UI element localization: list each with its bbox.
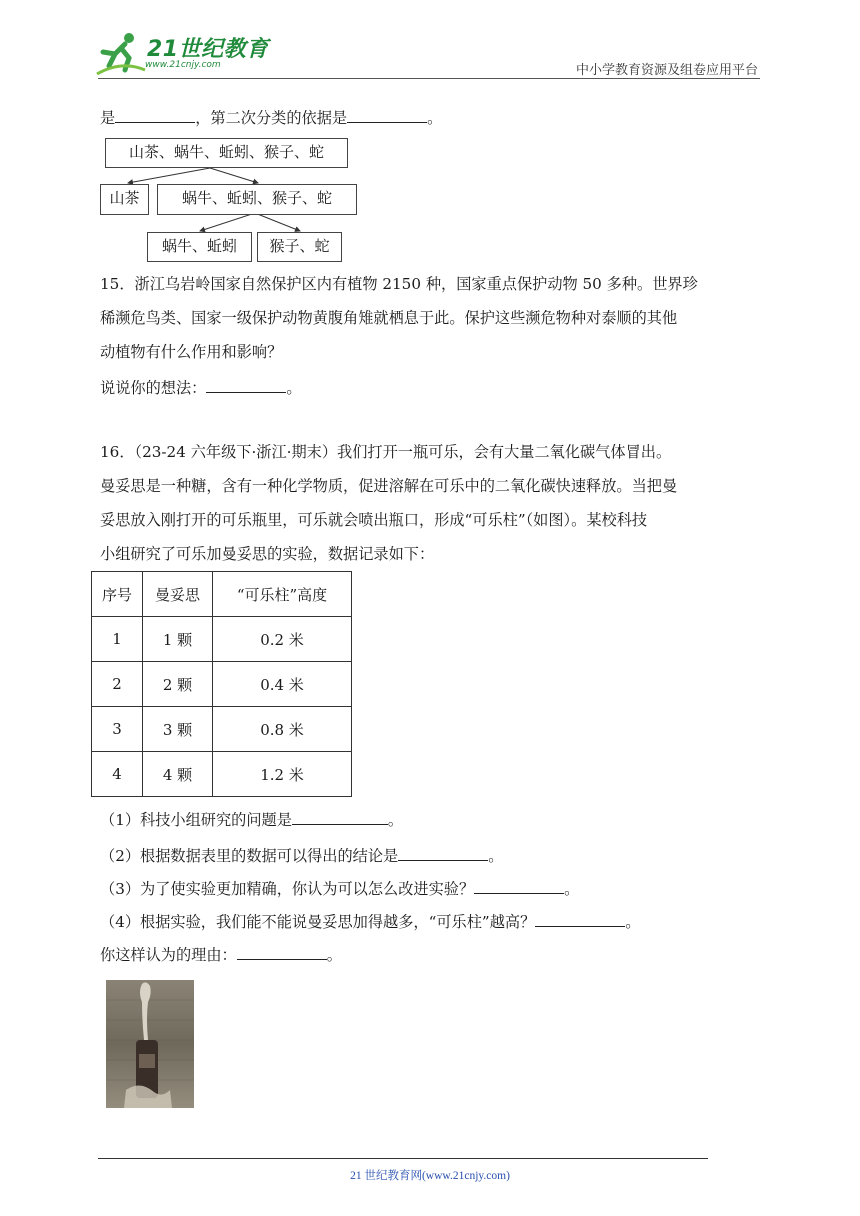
- table-cell: 0.2 米: [213, 617, 352, 662]
- tree-root-box: 山茶、蜗牛、蚯蚓、猴子、蛇: [105, 138, 348, 168]
- table-cell: 3 颗: [143, 707, 213, 752]
- table-cell: 0.8 米: [213, 707, 352, 752]
- q16-sub-3-text: （3）为了使实验更加精确，你认为可以怎么改进实验？: [100, 880, 475, 898]
- q14-text-b: ，第二次分类的依据是: [195, 109, 348, 127]
- table-cell: 4: [92, 752, 143, 797]
- table-row: [92, 752, 352, 797]
- tree-left-box: 山茶: [100, 184, 149, 215]
- q16-line-3: 妥思放入刚打开的可乐瓶里，可乐就会喷出瓶口，形成“可乐柱”（如图）。某校科技: [100, 511, 648, 529]
- q16-sub-4-end: 。: [625, 913, 641, 931]
- q15-prompt: 说说你的想法：: [100, 379, 207, 397]
- tree-right-right-box: 猴子、蛇: [257, 232, 342, 262]
- logo-text: 21世纪教育: [147, 37, 269, 62]
- q14-text-c: 。: [427, 109, 443, 127]
- q16-sub-4: [100, 912, 640, 931]
- answer-blank[interactable]: [535, 912, 625, 927]
- q16-sub-2-text: （2）根据数据表里的数据可以得出的结论是: [100, 847, 399, 865]
- logo-url: www.21cnjy.com: [145, 60, 221, 70]
- q16-sub-2: [100, 846, 503, 865]
- table-row: [92, 662, 352, 707]
- answer-blank[interactable]: [398, 846, 488, 861]
- tree-right-left-box: 蜗牛、蚯蚓: [147, 232, 252, 262]
- q16-line-4: 小组研究了可乐加曼妥思的实验，数据记录如下：: [100, 545, 435, 563]
- table-cell: 4 颗: [143, 752, 213, 797]
- q16-sub-4-text: （4）根据实验，我们能不能说曼妥思加得越多，“可乐柱”越高？: [100, 913, 536, 931]
- cola-fountain-photo: [106, 980, 194, 1108]
- answer-blank[interactable]: [206, 378, 286, 393]
- q16-line-1: 16．（23-24 六年级下·浙江·期末）我们打开一瓶可乐，会有大量二氧化碳气体冒出。: [100, 443, 672, 461]
- q16-sub-1-text: （1）科技小组研究的问题是: [100, 811, 292, 829]
- answer-blank[interactable]: [237, 945, 327, 960]
- q15-end: 。: [286, 379, 302, 397]
- q16-sub-3: [100, 879, 579, 898]
- q16-line-2: 曼妥思是一种糖，含有一种化学物质，促进溶解在可乐中的二氧化碳快速释放。当把曼: [100, 477, 678, 495]
- footer-divider: [98, 1158, 708, 1159]
- table-row: [92, 617, 352, 662]
- q16-sub-1: [100, 810, 403, 829]
- table-cell: 0.4 米: [213, 662, 352, 707]
- q16-sub-3-end: 。: [564, 880, 580, 898]
- q16-sub-1-end: 。: [387, 811, 404, 829]
- table-cell: 1.2 米: [213, 752, 352, 797]
- classification-arrows: [0, 0, 860, 270]
- table-cell: 2 颗: [143, 662, 213, 707]
- table-header-cell: “可乐柱”高度: [213, 572, 352, 617]
- experiment-table: [91, 571, 352, 797]
- q15-line-2: 稀濒危鸟类、国家一级保护动物黄腹角雉就栖息于此。保护这些濒危物种对泰顺的其他: [100, 309, 678, 327]
- q16-reason-text: 你这样认为的理由：: [100, 946, 237, 964]
- answer-blank[interactable]: [292, 810, 388, 825]
- table-cell: 2: [92, 662, 143, 707]
- q16-sub-2-end: 。: [488, 847, 504, 865]
- q16-reason-line: [100, 945, 342, 964]
- q15-line-1: 15．浙江乌岩岭国家自然保护区内有植物 2150 种，国家重点保护动物 50 多种。世界珍: [100, 275, 698, 293]
- q14-text-a: 是: [100, 109, 116, 127]
- tree-right-box: 蜗牛、蚯蚓、猴子、蛇: [157, 184, 357, 215]
- table-cell: 3: [92, 707, 143, 752]
- table-cell: 1 颗: [143, 617, 213, 662]
- q16-reason-end: 。: [326, 946, 342, 964]
- answer-blank[interactable]: [474, 879, 564, 894]
- platform-name: 中小学教育资源及组卷应用平台: [575, 63, 758, 78]
- footer-text: 21 世纪教育网(www.21cnjy.com): [350, 1170, 510, 1182]
- q15-prompt-line: [100, 378, 302, 397]
- q15-line-3: 动植物有什么作用和影响？: [100, 343, 283, 361]
- table-header-row: [92, 572, 352, 617]
- table-header-cell: 序号: [92, 572, 143, 617]
- table-row: [92, 707, 352, 752]
- table-header-cell: 曼妥思: [143, 572, 213, 617]
- table-cell: 1: [92, 617, 143, 662]
